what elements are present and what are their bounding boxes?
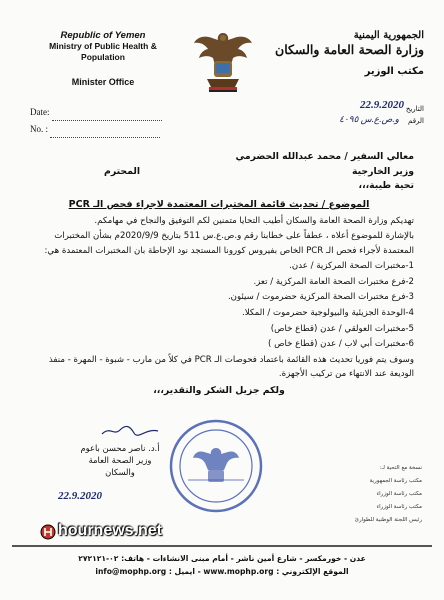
date-label-ar: التاريخ xyxy=(405,105,424,113)
eagle-emblem-icon xyxy=(193,25,253,93)
handwritten-reference: و.ص.ع.س ٤٠٩٥ xyxy=(339,114,399,124)
ministry-name-ar: وزارة الصحة العامة والسكان xyxy=(275,42,424,57)
list-item: 6-مختبرات أبي لاب / عدن (قطاع خاص ) xyxy=(268,339,414,350)
honorific: المحترم xyxy=(104,165,141,177)
number-label-en: No. : xyxy=(30,124,48,134)
letter-body xyxy=(24,150,414,399)
footer-contact: الموقع الإلكتروني : www.mophp.org - ايميل : info@mophp.org xyxy=(95,567,349,576)
list-item: 3-فرع مختبرات الصحة المركزية حضرموت / سيئون. xyxy=(227,292,414,303)
ministry-name-en: Ministry of Public Health & Population xyxy=(49,41,157,62)
country-name-en: Republic of Yemen xyxy=(60,30,146,41)
signature-block xyxy=(55,442,185,478)
country-name-ar: الجمهورية اليمنية xyxy=(353,30,424,41)
paragraph-update: وسوف يتم فوريا تحديث هذه القائمة باعتماد فحوصات الـ PCR في كلاً من مارب - شبوة - المهرة - منفذ الوديعة عند الانتهاء من تركيب الأجهزة. xyxy=(48,354,414,380)
cc-item: مكتب رئاسة الجمهورية xyxy=(369,478,422,484)
signatory-name: أ.د. ناصر محسن باعوم xyxy=(80,443,160,453)
labs-list xyxy=(24,259,414,352)
signatory-title-2: والسكان xyxy=(105,467,135,477)
cc-item: مكتب رئاسة الوزراء xyxy=(376,491,422,497)
footer-address: عدن - خورمكسر - شارع أمين ناشر - أمام مبنى الانشاءات - هاتف: ٠٢-٢٧٢١٢١ xyxy=(78,554,366,563)
closing-line: ولكم جزيل الشكر والتقدير،،، xyxy=(153,384,285,396)
greeting: تحية طيبة،،، xyxy=(358,180,414,192)
news-logo-icon xyxy=(40,524,56,540)
office-name-en: Minister Office xyxy=(71,77,135,87)
footer-divider xyxy=(12,545,432,547)
date-label-en: Date: xyxy=(30,107,50,117)
subject-line: الموضوع / تحديث قائمة المختبرات المعتمدة لاجراء فحص الـ PCR xyxy=(68,198,370,210)
handwritten-date: 22.9.2020 xyxy=(360,99,404,111)
list-item: 1-مختبرات الصحة المركزية / عدن. xyxy=(289,261,414,272)
office-name-ar: مكتب الوزير xyxy=(364,66,424,77)
signature-date: 22.9.2020 xyxy=(58,490,102,502)
header-arabic xyxy=(259,30,424,77)
list-item: 5-مختبرات العولقي / عدن (قطاع خاص) xyxy=(270,323,414,334)
official-stamp-icon xyxy=(168,418,264,514)
carbon-copy-list xyxy=(302,462,422,527)
addressee-name: معالي السفير / محمد عبدالله الحضرمي xyxy=(235,151,414,162)
footer xyxy=(14,552,430,578)
addressee-title: وزير الخارجية xyxy=(352,165,414,177)
paragraph-reference: بالإشارة للموضوع أعلاه ، عطفاً على خطابنا رقم و.ص.ع.س 511 بتاريخ 2020/9/9م بشأن المختبرات المعتمدة لأجراء فحص الـ PCR الخاص بفيروس كورونا المستجد نود الإحاطة بان المختبرات المعتمدة هي: xyxy=(44,230,414,256)
reference-english xyxy=(30,104,162,138)
number-label-ar: الرقم xyxy=(408,117,424,125)
cc-header: نسخة مع التحية لـ: xyxy=(379,465,422,471)
list-item: 2-فرع مختبرات الصحة العامة المركزية / تعز. xyxy=(253,276,414,287)
paragraph-intro: تهديكم وزارة الصحة العامة والسكان أطيب التحايا متمنين لكم التوفيق والنجاح في مهامكم. xyxy=(94,216,414,227)
signature-scribble xyxy=(100,424,160,438)
watermark-text: hournews.net xyxy=(58,522,163,539)
list-item: 4-الوحدة الجزيئية والبيولوجية حضرموت / المكلا. xyxy=(242,307,414,318)
header-english xyxy=(28,30,178,88)
cc-item: مكتب رئاسة الوزراء xyxy=(376,504,422,510)
cc-item: رئيس اللجنة الوطنية للطوارئ xyxy=(354,517,422,523)
signatory-title: وزير الصحة العامة xyxy=(88,455,152,465)
